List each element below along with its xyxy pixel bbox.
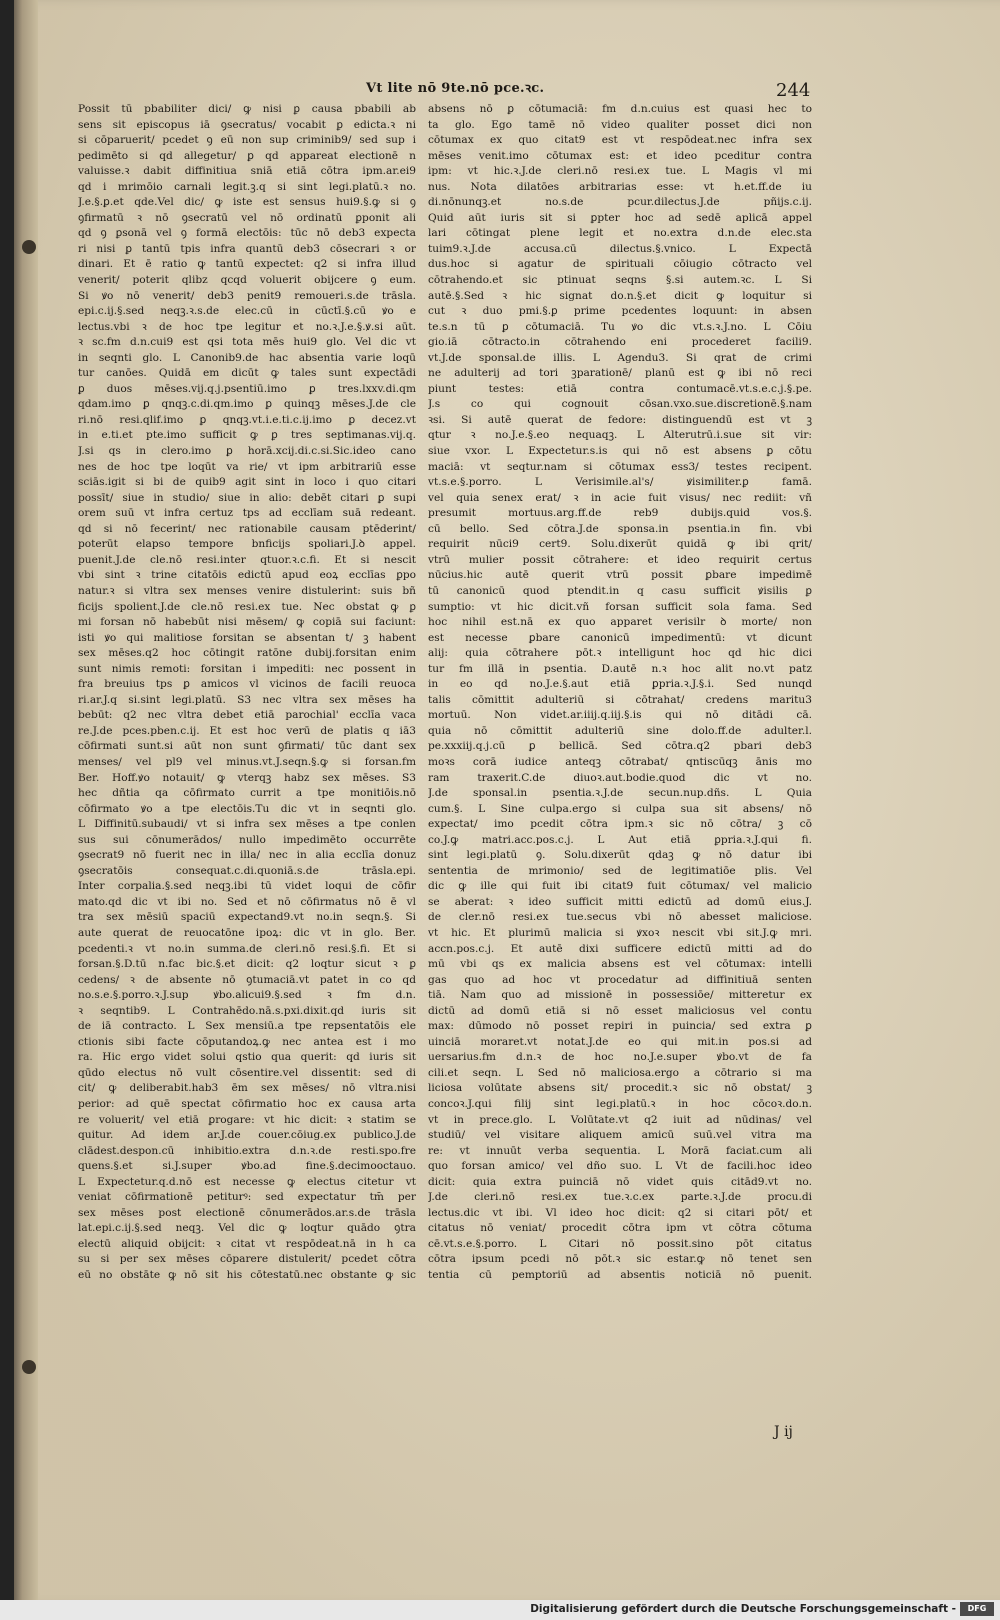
running-head: Vt lite nō 9te.nō pce.ꝛc. xyxy=(366,81,545,96)
text-line: Inter corpalia.§.sed neqꝫ.ibi tū videt loqui de cōfir xyxy=(78,880,416,893)
text-line: in eo qd no.J.e.§.aut etiā ꝑpria.ꝛ.J.§.i. Sed nunqd xyxy=(428,678,812,691)
text-line: fra breuius tps ꝑ amicos vl vicinos de facili reuoca xyxy=(78,678,416,691)
text-line: J.e.§.ꝑ.et qde.Vel dic/ ꝙ iste est sensus hui9.§.ꝙ si ꝯ xyxy=(78,196,416,209)
binding-hole xyxy=(22,1360,36,1374)
text-line: Quid aūt iuris sit si ꝑpter hoc ad sedē aplicā appel xyxy=(428,211,812,224)
text-line: lat.epi.c.ij.§.sed neqꝫ. Vel dic ꝙ loqtur quādo ꝯtra xyxy=(78,1222,416,1235)
text-line: vt.s.e.§.porro. L Verisimile.al's/ ꝟisimiliter.ꝑ famā. xyxy=(428,476,812,489)
text-line: absens nō ꝑ cōtumaciā: fm d.n.cuius est quasi hec to xyxy=(428,103,812,115)
text-line: isti ꝟo qui malitiose forsitan se absentan t/ ꝫ habent xyxy=(78,631,416,644)
text-line: no.s.e.§.porro.ꝛ.J.sup ꝟbo.alicui9.§.sed ꝛ fm d.n. xyxy=(78,989,416,1002)
text-line: aute querat de reuocatōne ipoꝝ: dic vt in glo. Ber. xyxy=(78,926,416,939)
text-line: quia nō cōmittit adulteriū sine dolo.ff.de adulter.l. xyxy=(428,724,812,737)
text-line: concoꝛ.J.qui filij sint legi.platū.ꝛ in hoc cōcoꝛ.do.n. xyxy=(428,1098,812,1110)
text-line: pe.xxxiij.q.j.cū ꝑ bellicā. Sed cōtra.q2 pbari deb3 xyxy=(428,740,812,753)
text-line: max: dūmodo nō posset repiri in puincia/ sed extra ꝑ xyxy=(428,1020,812,1033)
text-line: eū no obstāte ꝙ nō sit his cōtestatū.nec obstante ꝙ sic xyxy=(78,1269,416,1282)
text-line: gas quo ad hoc vt procedatur ad diffinitiuā senten xyxy=(428,973,812,986)
text-line: ꝯsecratōis consequat.c.di.quoniā.s.de trāsla.epi. xyxy=(78,864,416,877)
text-line: cōtumax ex quo citat9 est vt respōdeat.nec infra sex xyxy=(428,134,812,147)
text-line: re.J.de pces.pben.c.ij. Et est hoc verū de platis q iā3 xyxy=(78,724,416,737)
text-line: hec dñtia qa cōfirmato currit a tpe monitiōis.nō xyxy=(78,787,416,800)
text-line: cili.et seqn. L Sed nō maliciosa.ergo a cōtrario si ma xyxy=(428,1066,812,1079)
text-line: qd si nō fecerint/ nec rationabile causam ptēderint/ xyxy=(78,522,416,535)
text-line: de cler.nō resi.ex tue.secus vbi nō abesset maliciose. xyxy=(428,911,812,924)
right-text-column xyxy=(428,102,812,1284)
text-line: qd i mrimōio carnali legit.ꝫ.q si sint legi.platū.ꝛ no. xyxy=(78,180,416,193)
folio-number: 244 xyxy=(776,80,811,101)
text-line: su si per sex mēses cōparere distulerit/ pcedet cōtra xyxy=(78,1253,416,1266)
text-line: uinciā moraret.vt notat.J.de eo qui mit.in pos.si ad xyxy=(428,1035,812,1048)
text-line: expectat/ imo pcedit cōtra ipm.ꝛ sic nō cōtra/ ꝫ cō xyxy=(428,818,812,831)
text-line: mi forsan nō habebūt nisi mēsem/ ꝙ copiā sui faciunt: xyxy=(78,616,416,629)
text-line: ꝛ seqntib9. L Contrahēdo.nā.s.pxi.dixit.qd iuris sit xyxy=(78,1004,416,1017)
text-line: se aberat: ꝛ ideo sufficit mitti edictū ad domū eius.J. xyxy=(428,895,812,908)
text-line: moꝛs corā iudice anteqꝫ cōtrabat/ qntiscūqꝫ ānis mo xyxy=(428,755,812,768)
text-line: mortuū. Non videt.ar.iiij.q.iij.§.is qui nō ditādi cā. xyxy=(428,709,812,722)
text-line: qdam.imo ꝑ qnqꝫ.c.di.qm.imo ꝑ quinqꝫ mēses.J.de cle xyxy=(78,398,416,411)
text-line: gio.iā cōtracto.in cōtrahendo eni procederet facili9. xyxy=(428,336,812,349)
text-line: maciā: vt seqtur.nam si cōtumax ess3/ testes recipent. xyxy=(428,460,812,473)
text-line: electū aliquid obijcit: ꝛ citat vt respōdeat.nā in h ca xyxy=(78,1237,416,1250)
text-line: cōfirmati sunt.si aūt non sunt ꝯfirmati/ tūc dant sex xyxy=(78,740,416,753)
text-line: citatus nō veniat/ procedit cōtra ipm vt cōtra cōtuma xyxy=(428,1222,812,1235)
text-line: J.s co qui cognouit cōsan.vxo.sue.discretionē.§.nam xyxy=(428,398,812,411)
text-line: vtrū mulier possit cōtrahere: et ideo requirit certus xyxy=(428,553,812,566)
text-line: clādest.despon.cū inhibitio.extra d.n.ꝛ.de resti.spo.fre xyxy=(78,1144,416,1157)
text-line: lari cōtingat plene legit et no.extra d.n.de elec.sta xyxy=(428,227,812,240)
text-line: sint legi.platū ꝯ. Solu.dixerūt qdaꝫ ꝙ nō datur ibi xyxy=(428,849,812,862)
text-line: qd ꝯ ꝑsonā vel ꝯ formā electōis: tūc nō deb3 expecta xyxy=(78,227,416,240)
text-line: J.de sponsal.in psentia.ꝛ.J.de secun.nup.dñs. L Quia xyxy=(428,787,812,800)
text-line: cū bello. Sed cōtra.J.de sponsa.in psentia.in fin. vbi xyxy=(428,522,812,535)
text-line: natur.ꝛ si vltra sex menses venire distulerint: suis bñ xyxy=(78,584,416,597)
text-line: est necesse ꝑbare canonicū impedimentū: vt dicunt xyxy=(428,631,812,644)
text-line: cut ꝛ duo pmi.§.ꝑ prime pcedentes loquunt: in absen xyxy=(428,305,812,318)
text-line: cit/ ꝙ deliberabit.hab3 ēm sex mēses/ nō vltra.nisi xyxy=(78,1082,416,1095)
text-line: vt in prece.glo. L Volūtate.vt q2 iuit ad nūdinas/ vel xyxy=(428,1113,812,1126)
text-line: sciās.igit si bi de quib9 agit sint in loco i quo citari xyxy=(78,476,416,489)
binding-edge xyxy=(14,0,38,1605)
text-line: ꝛsi. Si autē querat de fedore: distinguendū est vt ꝫ xyxy=(428,413,812,426)
text-line: te.s.n tū ꝑ cōtumaciā. Tu ꝟo dic vt.s.ꝛ.J.no. L Cōiu xyxy=(428,320,812,333)
text-line: sumptio: vt hic dicit.vñ forsan sufficit sola fama. Sed xyxy=(428,600,812,613)
text-line: cōfirmato ꝟo a tpe electōis.Tu dic vt in seqnti glo. xyxy=(78,802,416,815)
text-line: Ber. Hoff.ꝟo notauit/ ꝙ vterqꝫ habz sex mēses. S3 xyxy=(78,771,416,784)
text-line: in e.ti.et pte.imo sufficit ꝙ ꝑ tres septimanas.vij.q. xyxy=(78,429,416,442)
text-line: pcedenti.ꝛ vt no.in summa.de cleri.nō resi.§.fi. Et si xyxy=(78,942,416,955)
text-line: quo forsan amico/ vel dño suo. L Vt de facili.hoc ideo xyxy=(428,1160,812,1173)
text-line: lectus.dic vt ibi. Vl ideo hoc dicit: q2 si citari pōt/ et xyxy=(428,1206,812,1219)
signature-mark: J ij xyxy=(774,1424,793,1440)
text-line: dicit: quia extra puinciā nō videt quis citād9.vt no. xyxy=(428,1175,812,1188)
text-line: piunt testes: etiā contra contumacē.vt.s.e.c.j.§.pe. xyxy=(428,382,812,395)
text-line: talis cōmittit adulteriū si cōtrahat/ credens maritu3 xyxy=(428,693,812,706)
text-line: sententia de mrimonio/ sed de legitimatiōe plis. Vel xyxy=(428,864,812,877)
text-line: L Diffinitū.subaudi/ vt si infra sex mēses a tpe conlen xyxy=(78,818,416,831)
text-line: poterūt elapso tempore bnficijs spoliari.J.ꝺ appel. xyxy=(78,538,416,551)
text-line: vbi sint ꝛ trine citatōis edictū apud eoꝝ ecclīas ꝑpo xyxy=(78,569,416,582)
text-line: mēses venit.imo cōtumax est: et ideo pceditur contra xyxy=(428,149,812,162)
text-line: Possit tū pbabiliter dici/ ꝙ nisi ꝑ causa pbabili ab xyxy=(78,103,416,115)
funding-note: Digitalisierung gefördert durch die Deutsche Forschungsgemeinschaft - xyxy=(530,1603,956,1615)
text-line: ra. Hic ergo videt solui qstio qua querit: qd iuris sit xyxy=(78,1051,416,1064)
text-line: sex mēses.q2 hoc cōtingit ratōne dubij.forsitan enim xyxy=(78,647,416,660)
text-line: dic ꝙ ille qui fuit ibi citat9 fuit cōtumax/ vel malicio xyxy=(428,880,812,893)
text-line: nus. Nota dilatōes arbitrarias esse: vt h.et.ff.de iu xyxy=(428,180,812,193)
text-line: ri.ar.J.q si.sint legi.platū. S3 nec vltra sex mēses ha xyxy=(78,693,416,706)
text-line: lectus.vbi ꝛ de hoc tpe legitur et no.ꝛ.J.e.§.ꝟ.si aūt. xyxy=(78,320,416,333)
text-line: di.nōnunqꝫ.et no.s.de pcur.dilectus.J.de pñijs.c.ij. xyxy=(428,196,812,209)
text-line: re voluerit/ vel etiā ꝑrogare: vt hic dicit: ꝛ statim se xyxy=(78,1113,416,1126)
text-line: valuisse.ꝛ dabit diffinitiua sniā etiā cōtra ipm.ar.ei9 xyxy=(78,165,416,178)
text-line: veniat cōfirmationē petiturꝰ: sed expectatur tm̄ per xyxy=(78,1191,416,1204)
text-line: requirit nūci9 cert9. Solu.dixerūt quidā ꝙ ibi qrit/ xyxy=(428,538,812,551)
text-line: nes de hoc tpe loqūt va rie/ vt ipm arbitrariū esse xyxy=(78,460,416,473)
text-line: dinari. Et ē ratio ꝙ tantū expectet: q2 si infra illud xyxy=(78,258,416,271)
text-line: tuim9.ꝛ.J.de accusa.cū dilectus.§.vnico. L Expectā xyxy=(428,242,812,255)
text-line: cum.§. L Sine culpa.ergo si culpa sua sit absens/ nō xyxy=(428,802,812,815)
text-line: cedens/ ꝛ de absente nō ꝯtumaciā.vt patet in co qd xyxy=(78,973,416,986)
text-line: accn.pos.c.j. Et autē dixi sufficere edictū mitti ad do xyxy=(428,942,812,955)
text-line: ꝯfirmatū ꝛ nō ꝯsecratū vel nō ordinatū ꝑponit ali xyxy=(78,211,416,224)
text-line: presumit mortuus.arg.ff.de reb9 dubijs.quid vos.§. xyxy=(428,507,812,520)
text-line: in seqnti glo. L Canonib9.de hac absentia varie loqū xyxy=(78,351,416,364)
text-line: possīt/ siue in studio/ siue in alio: debēt citari ꝑ supi xyxy=(78,491,416,504)
text-line: perior: ad quē spectat cōfirmatio hoc ex causa arta xyxy=(78,1098,416,1110)
text-line: ficijs spolient.J.de cle.nō resi.ex tue. Nec obstat ꝙ ꝑ xyxy=(78,600,416,613)
text-line: ne adulterij ad tori ꝫparationē/ planū est ꝙ ibi nō reci xyxy=(428,367,812,380)
text-line: ta glo. Ego tamē nō video qualiter posset dici non xyxy=(428,118,812,131)
text-line: ri.nō resi.qlif.imo ꝑ qnqꝫ.vt.i.e.ti.c.ij.imo ꝑ decez.vt xyxy=(78,413,416,426)
text-line: tiā. Nam quo ad missionē in possessiōe/ mitteretur ex xyxy=(428,989,812,1002)
text-line: ꝯsecrat9 nō fuerit nec in illa/ nec in alia ecclīa donuz xyxy=(78,849,416,862)
text-line: bebūt: q2 nec vltra debet etiā parochial' ecclīa vaca xyxy=(78,709,416,722)
text-line: studiū/ vel visitare aliquem amicū suū.vel vitra ma xyxy=(428,1129,812,1142)
text-line: tū canonicū quod ptendit.in q casu sufficit ꝟisilis ꝑ xyxy=(428,584,812,597)
text-line: vel quia senex erat/ ꝛ in acie fuit visus/ nec rediit: vñ xyxy=(428,491,812,504)
dfg-logo: DFG xyxy=(960,1602,994,1616)
text-line: tentia cū pemptoriū ad absentis noticiā nō puenit. xyxy=(428,1269,812,1282)
text-line: cōtrahendo.et sic ptinuat seqns §.si autem.ꝛc. L Si xyxy=(428,274,812,287)
text-line: tur canōes. Quidā em dicūt ꝙ tales sunt expectādi xyxy=(78,367,416,380)
text-line: venerit/ poterit qlibz qcqd voluerit obijcere ꝯ eum. xyxy=(78,274,416,287)
text-line: vt.J.de sponsal.de illis. L Agendu3. Si qrat de crimi xyxy=(428,351,812,364)
text-line: ram traxerit.C.de diuoꝛ.aut.bodie.quod dic vt no. xyxy=(428,771,812,784)
text-line: vt hic. Et plurimū malicia si ꝟxoꝛ nescit vbi sit.J.ꝙ mri. xyxy=(428,926,812,939)
text-line: autē.§.Sed ꝛ hic signat do.n.§.et dicit ꝙ loquitur si xyxy=(428,289,812,302)
text-line: ctionis sibi facte cōputandoꝝ.ꝙ nec antea est i mo xyxy=(78,1035,416,1048)
text-line: ꝑ duos mēses.vij.q.j.psentiū.imo ꝑ tres.lxxv.di.qm xyxy=(78,382,416,395)
text-line: quens.§.et si.J.super ꝟbo.ad fine.§.decimooctauo. xyxy=(78,1160,416,1173)
text-line: pedimēto si qd allegetur/ ꝑ qd appareat electionē n xyxy=(78,149,416,162)
text-line: puenit.J.de cle.nō resi.inter qtuor.ꝛ.c.fi. Et si nescit xyxy=(78,553,416,566)
text-line: tra sex mēsiū spaciū expectand9.vt no.in seqn.§. Si xyxy=(78,911,416,924)
text-line: menses/ vel pl9 vel minus.vt.J.seqn.§.ꝙ si forsan.fm xyxy=(78,755,416,768)
text-line: ipm: vt hic.ꝛ.J.de cleri.nō resi.ex tue. L Magis vl mi xyxy=(428,165,812,178)
text-line: J.si qs in clero.imo ꝑ horā.xcij.di.c.si.Sic.ideo cano xyxy=(78,445,416,458)
text-line: uersarius.fm d.n.ꝛ de hoc no.J.e.super ꝟbo.vt de fa xyxy=(428,1051,812,1064)
binding-hole xyxy=(22,240,36,254)
text-line: co.J.ꝙ matri.acc.pos.c.j. L Aut etiā ꝑpria.ꝛ.J.qui fi. xyxy=(428,833,812,846)
text-line: qtur ꝛ no.J.e.§.eo nequaqꝫ. L Alterutrū.i.sue sit vir: xyxy=(428,429,812,442)
text-line: cōtra ipsum pcedi nō pōt.ꝛ sic estar.ꝙ nō tenet sen xyxy=(428,1253,812,1266)
text-line: de iā contracto. L Sex mensiū.a tpe repsentatōis ele xyxy=(78,1020,416,1033)
text-line: sens sit episcopus iā ꝯsecratus/ vocabit ꝑ edicta.ꝛ ni xyxy=(78,118,416,131)
text-line: dictū ad domū etiā si nō esset maliciosus vel contu xyxy=(428,1004,812,1017)
text-line: ꝛ sc.fm d.n.cui9 est qsi tota mēs hui9 glo. Vel dic vt xyxy=(78,336,416,349)
text-line: orem suū vt infra certuz tps ad ecclīam suā redeant. xyxy=(78,507,416,520)
text-line: tur fm illā in psentia. D.autē n.ꝛ hoc alit no.vt patz xyxy=(428,662,812,675)
text-line: cē.vt.s.e.§.porro. L Citari nō possit.sino pōt citatus xyxy=(428,1237,812,1250)
text-line: liciosa volūtate absens sit/ procedit.ꝛ sic nō obstat/ ꝫ xyxy=(428,1082,812,1095)
text-line: si cōparuerit/ pcedet ꝯ eū non sup criminib9/ sed sup i xyxy=(78,134,416,147)
text-line: J.de cleri.nō resi.ex tue.ꝛ.c.ex parte.ꝛ.J.de procu.di xyxy=(428,1191,812,1204)
text-line: nūcius.hic autē querit vtrū possit ꝑbare impedimē xyxy=(428,569,812,582)
text-line: re: vt innuūt verba sequentia. L Morā faciat.cum ali xyxy=(428,1144,812,1157)
text-line: alij: quia cōtrahere pōt.ꝛ intelligunt hoc qd hic dici xyxy=(428,647,812,660)
text-line: sunt nimis remoti: forsitan i impediti: nec possent in xyxy=(78,662,416,675)
text-line: ri nisi ꝑ tantū tpis infra quantū deb3 cōsecrari ꝛ or xyxy=(78,242,416,255)
text-line: Si ꝟo nō venerit/ deb3 penit9 remoueri.s.de trāsla. xyxy=(78,289,416,302)
text-line: sus sui cōnumerādos/ nullo impedimēto occurrēte xyxy=(78,833,416,846)
book-page xyxy=(14,0,1000,1605)
text-line: dus.hoc si agatur de spirituali cōiugio cōtracto vel xyxy=(428,258,812,271)
text-line: hoc nihil est.nā ex quo apparet verisilr ꝺ morte/ non xyxy=(428,616,812,629)
text-line: qūdo electus nō vult cōsentire.vel dissentit: sed di xyxy=(78,1066,416,1079)
text-line: epi.c.ij.§.sed neqꝫ.ꝛ.s.de elec.cū in cūctī.§.cū ꝟo e xyxy=(78,305,416,318)
text-line: sex mēses post electionē cōnumerādos.ar.s.de trāsla xyxy=(78,1206,416,1219)
text-line: mato.qd dic vt ibi no. Sed et nō cōfirmatus nō ē vl xyxy=(78,895,416,908)
text-line: quitur. Ad idem ar.J.de couer.cōiug.ex publico.J.de xyxy=(78,1129,416,1142)
text-line: mū vbi qs ex malicia absens est vel cōtumax: intelli xyxy=(428,958,812,971)
text-line: L Expectetur.q.d.nō est necesse ꝙ electus citetur vt xyxy=(78,1175,416,1188)
left-text-column xyxy=(78,102,416,1284)
text-line: forsan.§.D.tū n.fac bic.§.et dicit: q2 loqtur sicut ꝛ ꝑ xyxy=(78,958,416,971)
text-line: siue vxor. L Expectetur.s.is qui nō est absens ꝑ cōtu xyxy=(428,445,812,458)
